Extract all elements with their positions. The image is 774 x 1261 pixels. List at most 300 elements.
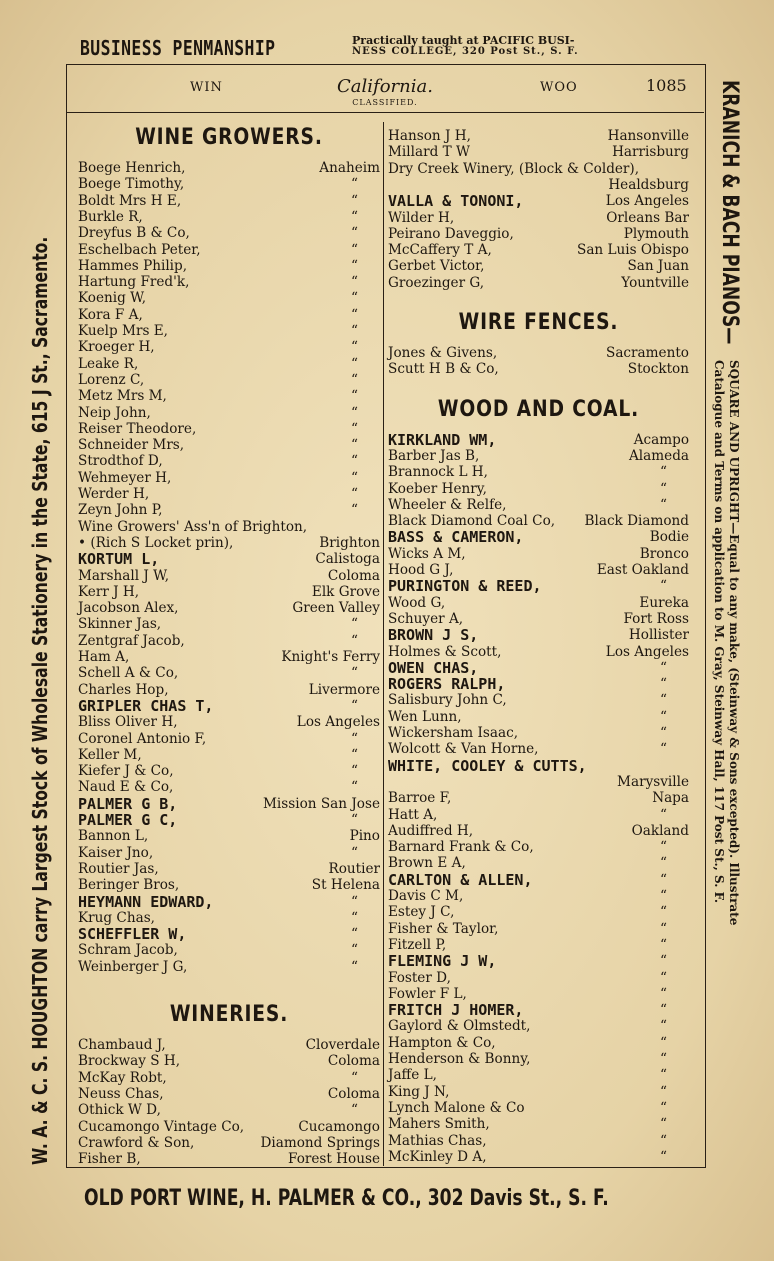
directory-entry xyxy=(388,177,689,193)
ditto-mark: “ xyxy=(660,920,667,937)
header-rule xyxy=(66,112,704,113)
entry-name: Kora F A, xyxy=(78,306,143,323)
directory-entry xyxy=(388,275,689,291)
entry-place: Sacramento xyxy=(606,345,689,361)
directory-entry xyxy=(78,584,380,600)
directory-entry xyxy=(388,790,689,806)
entry-place: Acampo xyxy=(633,431,689,448)
directory-entry xyxy=(78,242,380,258)
entry-name: Boldt Mrs H E, xyxy=(78,192,182,209)
directory-entry xyxy=(388,644,689,660)
directory-entry xyxy=(388,432,689,448)
entry-name: Dry Creek Winery, (Block & Colder), xyxy=(388,160,640,177)
ditto-mark: “ xyxy=(660,578,667,595)
entry-name: Gerbet Victor, xyxy=(388,258,485,275)
ditto-mark: “ xyxy=(351,812,358,828)
entry-place: Healdsburg xyxy=(608,176,689,193)
directory-entry xyxy=(78,535,380,551)
entry-name: Estey J C, xyxy=(388,904,455,921)
ditto-mark: “ xyxy=(660,1002,667,1019)
ditto-mark: “ xyxy=(660,464,667,481)
ditto-mark: “ xyxy=(351,208,358,225)
directory-entry xyxy=(388,855,689,871)
entry-place: Marysville xyxy=(617,773,689,790)
entry-place: Coloma xyxy=(327,1085,380,1102)
directory-entry xyxy=(78,1135,380,1151)
entry-name: • (Rich S Locket prin), xyxy=(78,534,234,551)
entry-name: Wood G, xyxy=(388,594,446,611)
entry-name: Burkle R, xyxy=(78,208,143,225)
ditto-mark: “ xyxy=(351,241,358,258)
ditto-mark: “ xyxy=(351,665,358,682)
entry-place: San Juan xyxy=(627,258,689,275)
ditto-mark: “ xyxy=(351,632,358,649)
entry-name: Henderson & Bonny, xyxy=(388,1051,531,1067)
directory-entry xyxy=(78,225,380,241)
ditto-mark: “ xyxy=(351,1069,358,1086)
directory-entry xyxy=(388,1116,689,1132)
entry-name: Brockway S H, xyxy=(78,1053,181,1070)
directory-entry xyxy=(78,193,380,209)
entry-name: Eschelbach Peter, xyxy=(78,241,201,258)
directory-entry xyxy=(78,845,380,861)
entry-name: Fitzell P, xyxy=(388,936,447,953)
entry-name: Barroe F, xyxy=(388,790,452,807)
entry-place: Los Angeles xyxy=(605,193,689,210)
ditto-mark: “ xyxy=(351,192,358,209)
entry-name: Zentgraf Jacob, xyxy=(78,632,185,649)
ditto-mark: “ xyxy=(351,339,358,356)
entry-name: Marshall J W, xyxy=(78,567,170,584)
ditto-mark: “ xyxy=(351,730,358,747)
entry-place: Bodie xyxy=(649,529,689,546)
entry-place: Hollister xyxy=(628,627,689,644)
directory-entry xyxy=(78,486,380,502)
directory-entry xyxy=(78,356,380,372)
directory-entry xyxy=(388,1002,689,1018)
directory-entry xyxy=(388,481,689,497)
entry-place: Forest House xyxy=(288,1151,380,1168)
entry-place: Black Diamond xyxy=(584,513,689,530)
entry-name: Kiefer J & Co, xyxy=(78,763,174,780)
entry-name: Peirano Daveggio, xyxy=(388,225,514,242)
ditto-mark: “ xyxy=(660,1116,667,1133)
directory-entry xyxy=(78,470,380,486)
entry-name: Black Diamond Coal Co, xyxy=(388,513,556,530)
directory-entry xyxy=(78,453,380,469)
entry-place: Anaheim xyxy=(319,160,380,176)
ditto-mark: “ xyxy=(351,355,358,372)
entry-name: Bannon L, xyxy=(78,828,149,845)
entry-place: Orleans Bar xyxy=(606,209,689,226)
directory-entry xyxy=(388,758,689,774)
entry-name: Wehmeyer H, xyxy=(78,469,172,486)
entry-name: Salisbury John C, xyxy=(388,692,507,709)
entry-name: Cucamongo Vintage Co, xyxy=(78,1118,245,1135)
entry-name: Lynch Malone & Co xyxy=(388,1099,525,1116)
entry-name: Wine Growers' Ass'n of Brighton, xyxy=(78,518,308,535)
directory-entry xyxy=(388,823,689,839)
directory-entry xyxy=(78,812,380,828)
ditto-mark: “ xyxy=(660,1148,667,1165)
entry-place: Pino xyxy=(349,828,380,845)
entry-name: Weinberger J G, xyxy=(78,958,188,975)
entry-name: Koenig W, xyxy=(78,290,147,307)
directory-entry xyxy=(388,986,689,1002)
entry-name: Chambaud J, xyxy=(78,1037,166,1053)
ditto-mark: “ xyxy=(351,616,358,633)
entry-name: Groezinger G, xyxy=(388,274,485,291)
entry-place: Elk Grove xyxy=(311,583,380,600)
entry-name: Barnard Frank & Co, xyxy=(388,839,534,856)
entry-place: Coloma xyxy=(327,1053,380,1070)
section-heading: WINERIES. xyxy=(169,1002,289,1027)
ditto-mark: “ xyxy=(351,176,358,193)
entry-place: Livermore xyxy=(308,681,380,698)
directory-entry xyxy=(388,937,689,953)
entry-name: Jacobson Alex, xyxy=(78,600,179,617)
directory-entry xyxy=(388,513,689,529)
entry-place: Diamond Springs xyxy=(260,1134,380,1151)
ditto-mark: “ xyxy=(351,763,358,780)
entry-name: CARLTON & ALLEN, xyxy=(388,870,533,889)
directory-entry xyxy=(388,361,689,377)
directory-entry xyxy=(78,665,380,681)
entry-place: Napa xyxy=(652,790,689,807)
entry-name: BROWN J S, xyxy=(388,626,479,645)
directory-entry xyxy=(388,464,689,480)
directory-entry xyxy=(78,779,380,795)
top-ad-line-1: Practically taught at PACIFIC BUSI- xyxy=(352,34,575,47)
entry-name: Audiffred H, xyxy=(388,822,474,839)
guide-word-left: WIN xyxy=(190,80,223,95)
left-margin-ad-text: W. A. & C. S. HOUGHTON carry Largest Stock of Wholesale Stationery in the State, 615 J St., Sacramento. xyxy=(28,236,52,1165)
entry-name: Hanson J H, xyxy=(388,128,471,144)
entry-name: Jaffe L, xyxy=(388,1067,437,1084)
directory-entry xyxy=(388,904,689,920)
entry-name: FLEMING J W, xyxy=(388,952,497,971)
directory-entry xyxy=(78,942,380,958)
entry-place: Bronco xyxy=(639,545,689,562)
directory-entry xyxy=(78,339,380,355)
directory-entry xyxy=(78,1053,380,1069)
entry-place: Routier xyxy=(328,860,380,877)
ditto-mark: “ xyxy=(660,871,667,888)
directory-entry xyxy=(388,627,689,643)
directory-entry xyxy=(78,828,380,844)
ditto-mark: “ xyxy=(660,1018,667,1035)
entry-name: Davis C M, xyxy=(388,888,464,904)
entry-name: Holmes & Scott, xyxy=(388,643,502,660)
entry-name: Fowler F L, xyxy=(388,985,467,1002)
ditto-mark: “ xyxy=(351,746,358,763)
entry-name: WHITE, COOLEY & CUTTS, xyxy=(388,756,587,775)
section-heading: WINE GROWERS. xyxy=(135,125,323,150)
directory-entry xyxy=(388,193,689,209)
entry-name: Barber Jas B, xyxy=(388,447,480,464)
entry-name: Hatt A, xyxy=(388,806,438,823)
entry-name: Zeyn John P, xyxy=(78,502,163,519)
ditto-mark: “ xyxy=(660,888,667,904)
ditto-mark: “ xyxy=(351,469,358,486)
ditto-mark: “ xyxy=(351,306,358,323)
ditto-mark: “ xyxy=(351,909,358,926)
entry-name: ROGERS RALPH, xyxy=(388,675,506,694)
ditto-mark: “ xyxy=(351,388,358,405)
ditto-mark: “ xyxy=(351,958,358,975)
entry-name: PURINGTON & REED, xyxy=(388,577,542,596)
directory-entry xyxy=(388,210,689,226)
directory-entry xyxy=(388,1035,689,1051)
entry-place: Brighton xyxy=(319,534,380,551)
entry-name: Lorenz C, xyxy=(78,371,145,388)
entry-place: Stockton xyxy=(627,361,689,378)
directory-entry xyxy=(78,568,380,584)
directory-entry xyxy=(78,877,380,893)
entry-place: Fort Ross xyxy=(623,610,689,627)
ditto-mark: “ xyxy=(351,779,358,796)
directory-entry xyxy=(78,649,380,665)
entry-name: Schell A & Co, xyxy=(78,665,179,682)
ditto-mark: “ xyxy=(351,942,358,959)
entry-name: Metz Mrs M, xyxy=(78,388,167,405)
directory-entry xyxy=(388,345,689,361)
directory-entry xyxy=(388,562,689,578)
directory-entry xyxy=(388,1084,689,1100)
entry-name: Schram Jacob, xyxy=(78,942,178,959)
directory-entry xyxy=(388,258,689,274)
ditto-mark: “ xyxy=(660,676,667,693)
ditto-mark: “ xyxy=(660,496,667,513)
directory-entry xyxy=(78,502,380,518)
ditto-mark: “ xyxy=(660,1083,667,1100)
entry-name: Millard T W xyxy=(388,144,470,161)
top-ad-headline: BUSINESS PENMANSHIP xyxy=(80,36,276,60)
entry-name: Kaiser Jno, xyxy=(78,844,154,861)
directory-entry xyxy=(388,888,689,904)
directory-entry xyxy=(78,1070,380,1086)
entry-name: Hood G J, xyxy=(388,562,454,578)
entry-name: GRIPLER CHAS T, xyxy=(78,696,214,715)
ditto-mark: “ xyxy=(660,708,667,725)
ditto-mark: “ xyxy=(660,1051,667,1067)
ditto-mark: “ xyxy=(660,969,667,986)
ditto-mark: “ xyxy=(660,985,667,1002)
directory-entry xyxy=(388,1067,689,1083)
directory-entry xyxy=(388,1051,689,1067)
right-margin-ad-line-1: SQUARE AND UPRIGHT—Equal to any make, (Steinway & Sons excepted). Illustrate xyxy=(727,360,741,926)
directory-entry xyxy=(78,323,380,339)
entry-place: Hansonville xyxy=(607,128,689,144)
ditto-mark: “ xyxy=(660,1132,667,1149)
directory-entry xyxy=(78,698,380,714)
directory-entry xyxy=(78,290,380,306)
ditto-mark: “ xyxy=(660,480,667,497)
ditto-mark: “ xyxy=(660,855,667,872)
entry-name: Werder H, xyxy=(78,486,150,502)
running-header xyxy=(66,76,704,110)
entry-name: Hammes Philip, xyxy=(78,257,188,274)
directory-entry xyxy=(78,209,380,225)
entry-name: Mathias Chas, xyxy=(388,1132,487,1149)
entry-name: Neip John, xyxy=(78,404,151,421)
directory-entry xyxy=(388,741,689,757)
right-margin-ad-headline: KRANICH & BACH PIANOS— xyxy=(717,80,742,345)
entry-name: HEYMANN EDWARD, xyxy=(78,892,214,911)
right-margin-advertisement xyxy=(672,80,742,1160)
ditto-mark: “ xyxy=(660,725,667,741)
directory-entry xyxy=(78,682,380,698)
entry-name: Skinner Jas, xyxy=(78,616,162,633)
entry-name: Routier Jas, xyxy=(78,860,159,877)
entry-place: Los Angeles xyxy=(605,643,689,660)
ditto-mark: “ xyxy=(351,420,358,437)
entry-name: Wicks A M, xyxy=(388,545,466,562)
entry-place: Coloma xyxy=(327,567,380,584)
entry-name: PALMER G C, xyxy=(78,811,178,829)
entry-name: McKay Robt, xyxy=(78,1069,167,1086)
directory-entry xyxy=(78,894,380,910)
entry-name: FRITCH J HOMER, xyxy=(388,1001,524,1020)
entry-place: Alameda xyxy=(628,447,689,464)
directory-entry xyxy=(78,388,380,404)
entry-name: Wilder H, xyxy=(388,209,455,226)
entry-name: Schneider Mrs, xyxy=(78,437,185,454)
directory-entry xyxy=(388,953,689,969)
ditto-mark: “ xyxy=(351,225,358,242)
directory-entry xyxy=(388,774,689,790)
directory-entry xyxy=(78,910,380,926)
entry-name: VALLA & TONONI, xyxy=(388,192,524,211)
directory-entry xyxy=(78,258,380,274)
ditto-mark: “ xyxy=(351,486,358,502)
directory-entry xyxy=(388,839,689,855)
entry-name: Hartung Fred'k, xyxy=(78,274,190,291)
directory-entry xyxy=(388,1018,689,1034)
directory-entry xyxy=(388,497,689,513)
directory-entry xyxy=(78,959,380,975)
directory-entry xyxy=(78,731,380,747)
entry-place: Cucamongo xyxy=(298,1118,380,1135)
directory-entry xyxy=(78,307,380,323)
entry-name: PALMER G B, xyxy=(78,794,178,813)
entry-name: Wolcott & Van Horne, xyxy=(388,741,539,758)
entry-place: Mission San Jose xyxy=(263,795,380,812)
entry-place: Plymouth xyxy=(623,225,689,242)
directory-entry xyxy=(78,160,380,176)
ditto-mark: “ xyxy=(660,806,667,823)
entry-name: Boege Timothy, xyxy=(78,176,185,193)
ditto-mark: “ xyxy=(351,290,358,307)
entry-place: St Helena xyxy=(311,877,380,894)
state-heading: California. xyxy=(337,76,433,97)
ditto-mark: “ xyxy=(351,404,358,421)
entry-name: BASS & CAMERON, xyxy=(388,528,524,547)
entry-name: Wen Lunn, xyxy=(388,708,462,725)
directory-entry xyxy=(388,448,689,464)
entry-name: Koeber Henry, xyxy=(388,480,487,497)
entry-name: Bliss Oliver H, xyxy=(78,714,178,731)
ditto-mark: “ xyxy=(660,839,667,856)
entry-name: Leake R, xyxy=(78,355,139,372)
entry-name: Kuelp Mrs E, xyxy=(78,323,168,339)
directory-entry xyxy=(388,578,689,594)
entry-name: Beringer Bros, xyxy=(78,877,180,894)
entry-place: Cloverdale xyxy=(305,1037,380,1053)
ditto-mark: “ xyxy=(351,502,358,519)
ditto-mark: “ xyxy=(351,844,358,861)
directory-entry xyxy=(388,611,689,627)
entry-name: King J N, xyxy=(388,1083,450,1100)
entry-name: Crawford & Son, xyxy=(78,1134,195,1151)
directory-entry xyxy=(388,709,689,725)
entry-name: Brown E A, xyxy=(388,855,466,872)
ditto-mark: “ xyxy=(351,371,358,388)
directory-entry xyxy=(78,421,380,437)
ditto-mark: “ xyxy=(351,926,358,943)
entry-name: Krug Chas, xyxy=(78,909,155,926)
directory-entry xyxy=(78,519,380,535)
entry-name: Coronel Antonio F, xyxy=(78,730,207,747)
directory-entry xyxy=(78,1102,380,1118)
directory-entry xyxy=(78,1151,380,1167)
directory-entry xyxy=(388,242,689,258)
directory-entry xyxy=(78,714,380,730)
entry-name: Charles Hop, xyxy=(78,681,169,698)
entry-name: Foster D, xyxy=(388,969,451,986)
directory-entry xyxy=(78,747,380,763)
directory-entry xyxy=(78,633,380,649)
entry-name: Fisher B, xyxy=(78,1151,141,1168)
entry-place: Los Angeles xyxy=(296,714,380,731)
classified-label: CLASSIFIED. xyxy=(352,98,418,107)
entry-name: Gaylord & Olmstedt, xyxy=(388,1018,531,1035)
entry-name: Fisher & Taylor, xyxy=(388,920,499,937)
entry-name: Keller M, xyxy=(78,746,142,763)
bottom-advertisement: OLD PORT WINE, H. PALMER & CO., 302 Davis St., S. F. xyxy=(84,1186,609,1211)
directory-entry xyxy=(78,1086,380,1102)
ditto-mark: “ xyxy=(351,697,358,714)
directory-entry xyxy=(388,921,689,937)
directory-entry xyxy=(78,861,380,877)
entry-name: Kroeger H, xyxy=(78,339,155,356)
directory-entry xyxy=(78,763,380,779)
directory-entry xyxy=(388,807,689,823)
ditto-mark: “ xyxy=(660,1034,667,1051)
entry-name: Jones & Givens, xyxy=(388,345,498,361)
ditto-mark: “ xyxy=(351,437,358,454)
entry-name: Strodthof D, xyxy=(78,453,163,470)
ditto-mark: “ xyxy=(660,692,667,709)
section-heading: WOOD AND COAL. xyxy=(437,396,640,422)
entry-place: San Luis Obispo xyxy=(577,242,689,259)
left-margin-advertisement xyxy=(28,85,60,1165)
ditto-mark: “ xyxy=(660,953,667,970)
top-advertisement xyxy=(80,34,720,64)
entry-place: Knight's Ferry xyxy=(281,649,380,665)
directory-entry xyxy=(388,676,689,692)
ditto-mark: “ xyxy=(351,453,358,470)
directory-entry xyxy=(78,600,380,616)
ditto-mark: “ xyxy=(351,893,358,910)
directory-entry xyxy=(78,551,380,567)
directory-entry xyxy=(78,176,380,192)
directory-entry xyxy=(388,144,689,160)
ditto-mark: “ xyxy=(660,904,667,921)
entry-name: McKinley D A, xyxy=(388,1148,487,1165)
directory-entry xyxy=(388,970,689,986)
directory-entry xyxy=(388,1149,689,1165)
